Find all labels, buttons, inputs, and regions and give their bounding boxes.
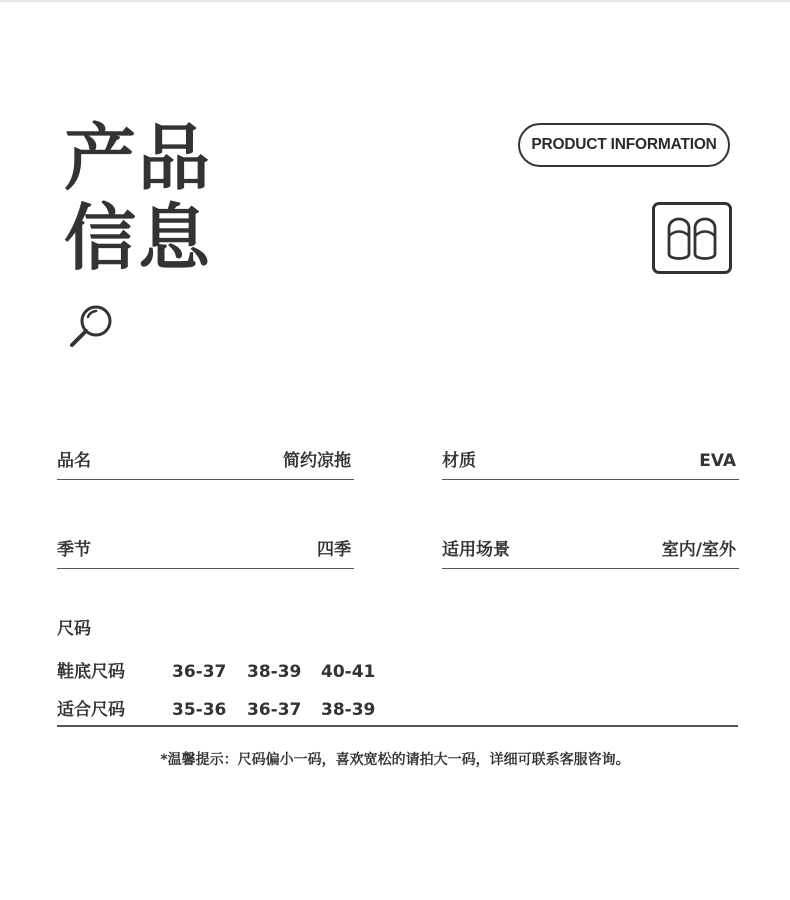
field-usage-scene xyxy=(442,538,739,569)
top-divider xyxy=(0,0,790,2)
field-material xyxy=(442,449,739,480)
size-tip-note: *温馨提示：尺码偏小一码，喜欢宽松的请拍大一码，详细可联系客服咨询。 xyxy=(160,752,630,768)
field-label: 季节 xyxy=(57,540,91,560)
size-value: 40-41 xyxy=(321,662,376,682)
product-information-badge: PRODUCT INFORMATION xyxy=(518,123,730,167)
page-title-line-2: 信息 xyxy=(64,196,213,280)
field-value: 室内/室外 xyxy=(661,540,736,560)
field-label: 品名 xyxy=(57,451,91,471)
field-value: 四季 xyxy=(317,540,351,560)
field-season xyxy=(57,538,354,569)
size-value: 36-37 xyxy=(247,700,302,720)
slippers-icon xyxy=(652,202,732,274)
field-label: 材质 xyxy=(442,451,476,471)
page-title-line-1: 产品 xyxy=(64,116,213,200)
field-product-name xyxy=(57,449,354,480)
field-label: 适用场景 xyxy=(442,540,510,560)
size-row-label: 鞋底尺码 xyxy=(57,662,125,682)
size-value: 38-39 xyxy=(321,700,376,720)
size-divider xyxy=(57,725,738,727)
size-section-title: 尺码 xyxy=(57,619,91,639)
size-value: 36-37 xyxy=(172,662,227,682)
size-value: 38-39 xyxy=(247,662,302,682)
field-value: EVA xyxy=(699,451,736,471)
size-row-label: 适合尺码 xyxy=(57,700,125,720)
magnifier-icon xyxy=(66,302,116,352)
size-value: 35-36 xyxy=(172,700,227,720)
field-value: 简约凉拖 xyxy=(283,451,351,471)
